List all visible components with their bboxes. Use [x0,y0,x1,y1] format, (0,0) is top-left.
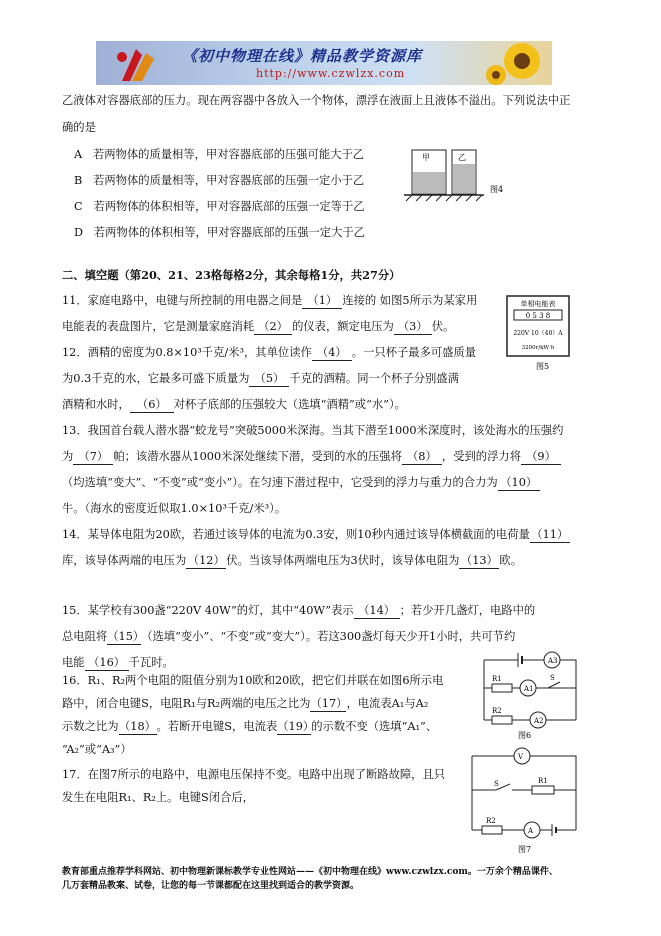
q16-line-1: 16．R₁、R₂两个电阻的阻值分别为10欧和20欧，把它们并联在如图6所示电 [62,674,444,687]
section-2-heading: 二、填空题（第20、21、23格每格2分，其余每格1分，共27分） [62,268,401,282]
blank-11: （11） [531,528,569,541]
q15-line-1: 15．某学校有300盏“220V 40W”的灯，其中“40W”表示 （14） ；若少开几盏灯，电路中的 [62,604,536,617]
q11-line-1: 11．家庭电路中，电键与所控制的用电器之间是 （1） 连接的 如图5所示为某家用 [62,294,478,307]
blank-19: （19） [277,720,315,733]
q13-line-3: （均选填“变大”、“不变”或“变小”）。在匀速下潜过程中，它受到的浮力与重力的合力为 （10） [62,476,540,491]
q15-line-2: 总电阻将（15）（选填“变小”、“不变”或“变大”）。若这300盏灯每天少开1小时，共可节约 [62,630,516,643]
fig4-label-yi: 乙 [458,153,466,162]
blank-15: （15） [107,630,145,643]
q17-line-1: 17．在图7所示的电路中，电源电压保持不变。电路中出现了断路故障，且只 [62,768,446,781]
q16-line-2: 路中，闭合电键S，电阻R₁与R₂两端的电压之比为（17），电流表A₁与A₂ [62,697,429,710]
blank-9: （9） [521,450,561,465]
q16-line-4: “A₂”或“A₃”） [62,743,132,756]
fig7-r2: R2 [486,817,496,825]
blank-3: （3） [394,320,432,335]
fig7-v: V [518,753,524,761]
blank-6: （6） [130,398,174,413]
q15-line-3: 电能 （16） 千瓦时。 [62,656,174,669]
fig5-rating: 220V 10（40）A [513,330,563,337]
banner-title: 《初中物理在线》精品教学资源库 [182,47,423,65]
figure-6 [474,644,582,740]
fig5-rev: 3200r/kW·h [521,345,555,351]
fig6-a1: A1 [524,685,534,693]
blank-7: （7） [73,450,113,465]
fig7-s: S [494,780,499,788]
fig6-s: S [550,674,555,682]
q12-line-1: 12．酒精的密度为0.8×10³千克/米³，其单位读作 （4） 。一只杯子最多可盛质量 [62,346,477,359]
footer-line-2: 几万套精品教案、试卷，让您的每一节课都配在这里找到适合的教学资源。 [62,881,360,891]
q13-line-1: 13．我国首台载人潜水器“蛟龙号”突破5000米深海。当其下潜至1000米深度时，该处海水的压强约 [62,424,564,437]
q13-line-4: 牛。（海水的密度近似取1.0×10³千克/米³）。 [62,502,287,515]
q12-line-3: 酒精和水时， （6） 对杯子底部的压强较大（选填“酒精”或“水”）。 [62,398,406,411]
figure-5 [506,295,572,373]
fig5-title: 单相电能表 [520,300,556,308]
fig7-a: A [528,827,534,835]
figure-4 [402,146,512,208]
option-c: C 若两物体的体积相等，甲对容器底部的压强一定等于乙 [74,200,365,213]
blank-8: （8） [402,450,442,465]
fig5-caption: 图5 [536,362,550,371]
option-b: B 若两物体的质量相等，甲对容器底部的压强一定小于乙 [74,174,365,187]
fig6-r2: R2 [492,707,502,715]
fig4-label-jia: 甲 [422,153,430,162]
blank-17: （17） [310,697,348,710]
sunflower-icon [482,41,552,85]
option-a: A 若两物体的质量相等，甲对容器底部的压强可能大于乙 [74,148,365,161]
q17-line-2: 发生在电阻R₁、R₂上。电键S闭合后， [62,791,254,804]
blank-12: （12） [187,554,225,567]
q11-line-2: 电能表的表盘图片，它是测量家庭消耗 （2） 的仪表，额定电压为 （3） 伏。 [62,320,455,333]
logo-icon [102,43,172,83]
q12-line-2: 为0.3千克的水，它最多可盛下质量为 （5） 千克的酒精。同一个杯子分别盛满 [62,372,459,385]
fig6-a2: A2 [534,717,544,725]
blank-10: （10） [498,476,540,491]
q14-line-1: 14．某导体电阻为20欧，若通过该导体的电流为0.3安，则10秒内通过该导体横截面的电荷量 （11） [62,528,569,541]
fig6-a3: A3 [548,657,558,665]
blank-1: （1） [302,294,342,309]
q16-line-3: 示数之比为（18）。若断开电键S，电流表（19）的示数不变（选填“A₁”、 [62,720,438,733]
figure-7 [466,746,584,858]
fig7-r1: R1 [538,777,548,785]
blank-2: （2） [254,320,292,335]
fig6-caption: 图6 [518,731,532,740]
blank-13: （13） [460,554,498,567]
fig4-caption: 图4 [490,185,504,194]
q14-line-2: 库，该导体两端的电压为 （12） 伏。当该导体两端电压为3伏时，该导体电阻为 （13） 欧。 [62,554,523,567]
fig6-r1: R1 [492,675,502,683]
blank-16: （16） [85,656,129,671]
q13-line-2: 为 （7） 帕；该潜水器从1000米深处继续下潜，受到的水的压强将 （8） ，受到的浮力将 （9） [62,450,561,465]
intro-line-2: 确的是 [62,121,96,134]
fig7-caption: 图7 [518,845,532,854]
blank-14: （14） [354,604,400,619]
option-d: D 若两物体的体积相等，甲对容器底部的压强一定大于乙 [74,226,365,239]
site-banner [96,41,552,85]
intro-line-1: 乙液体对容器底部的压力。现在两容器中各放入一个物体，漂浮在液面上且液体不溢出。下列说法中正 [62,94,571,107]
blank-5: （5） [249,372,289,387]
blank-4: （4） [312,346,352,361]
fig5-digits: 0 5 3 8 [525,312,551,320]
footer-line-1: 教育部重点推荐学科网站、初中物理新课标教学专业性网站——《初中物理在线》www.czwlzx.com。一万余个精品课件、 [62,867,558,877]
blank-18: （18） [119,720,156,733]
banner-url[interactable]: http://www.czwlzx.com [256,67,406,80]
